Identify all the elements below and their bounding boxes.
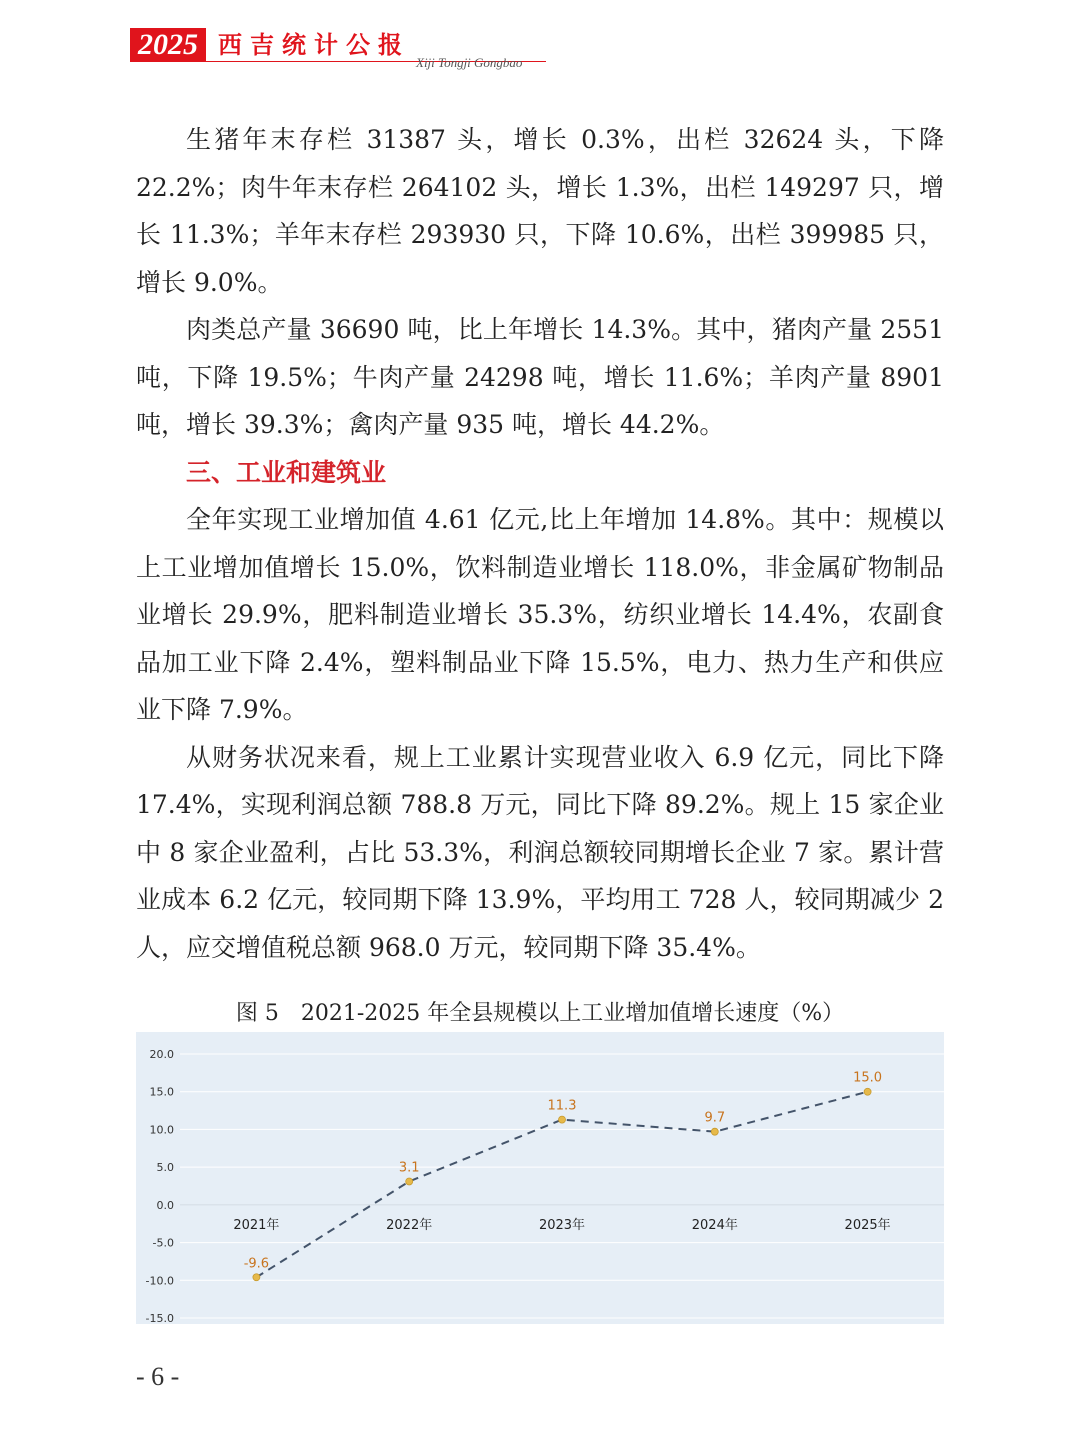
data-label: 11.3 [547, 1098, 577, 1114]
page-number: - 6 - [136, 1362, 180, 1391]
growth-line-chart [136, 1032, 944, 1324]
y-tick-label: -10.0 [145, 1274, 174, 1288]
paragraph-industry-value-added: 全年实现工业增加值 4.61 亿元,比上年增加 14.8%。其中：规模以上工业增加值增长 15.0%，饮料制造业增长 118.0%，非金属矿物制品业增长 29.9%，肥料制造业增长 35.3%，纺织业增长 14.4%，农副食品加工业下降 2.4%，塑料制品业下降 15.5%，电力、热力生产和供应业下降 7.9%。 [136, 505, 944, 724]
page-header [0, 0, 1080, 80]
y-tick-label: 10.0 [149, 1123, 174, 1137]
y-tick-label: 20.0 [149, 1048, 174, 1061]
data-label: 15.0 [853, 1070, 883, 1086]
data-point [864, 1088, 871, 1095]
y-tick-label: -5.0 [152, 1236, 174, 1250]
data-label: 9.7 [704, 1110, 726, 1126]
year-badge: 2025 [130, 28, 206, 62]
x-tick-label: 2021年 [233, 1217, 280, 1233]
x-tick-label: 2022年 [386, 1217, 433, 1233]
x-tick-label: 2023年 [538, 1217, 586, 1233]
section-heading-industry: 三、工业和建筑业 [186, 457, 387, 487]
data-point [253, 1274, 260, 1281]
data-label: -9.6 [243, 1256, 270, 1272]
y-tick-label: 15.0 [149, 1085, 174, 1099]
data-point [559, 1116, 566, 1123]
x-tick-label: 2025年 [844, 1217, 891, 1233]
paragraph-financial-status: 从财务状况来看，规上工业累计实现营业收入 6.9 亿元，同比下降 17.4%，实现利润总额 788.8 万元，同比下降 89.2%。规上 15 家企业中 8 家企业盈利，占比 53.3%，利润总额较同期增长企业 7 家。累计营业成本 6.2 亿元，较同期下降 13.9%，平均用工 728 人，较同期减少 2 人，应交增值税总额 968.0 万元，较同期下降 35.4%。 [136, 742, 944, 962]
y-tick-label: 5.0 [156, 1161, 174, 1175]
data-point [406, 1178, 413, 1185]
figure-caption: 图 5 2021-2025 年全县规模以上工业增加值增长速度（%） [235, 1001, 845, 1026]
paragraph-livestock: 生猪年末存栏 31387 头，增长 0.3%，出栏 32624 头，下降 22.2%；肉牛年末存栏 264102 头，增长 1.3%，出栏 149297 只，增长 11.3%；羊年末存栏 293930 只，下降 10.6%，出栏 399985 只，增长 9.0%。 [136, 125, 944, 297]
body-text [136, 116, 944, 971]
publication-subtitle: Xiji Tongji Gongbao [416, 55, 523, 70]
data-point [711, 1128, 718, 1135]
x-tick-label: 2024年 [691, 1217, 738, 1233]
publication-title: 西吉统计公报 [218, 30, 410, 59]
data-label: 3.1 [398, 1160, 420, 1176]
y-tick-label: -15.0 [145, 1312, 174, 1324]
y-tick-label: 0.0 [156, 1198, 174, 1212]
paragraph-meat-output: 肉类总产量 36690 吨，比上年增长 14.3%。其中，猪肉产量 2551 吨，下降 19.5%；牛肉产量 24298 吨，增长 11.6%；羊肉产量 8901 吨，增长 39.3%；禽肉产量 935 吨，增长 44.2%。 [136, 315, 944, 439]
